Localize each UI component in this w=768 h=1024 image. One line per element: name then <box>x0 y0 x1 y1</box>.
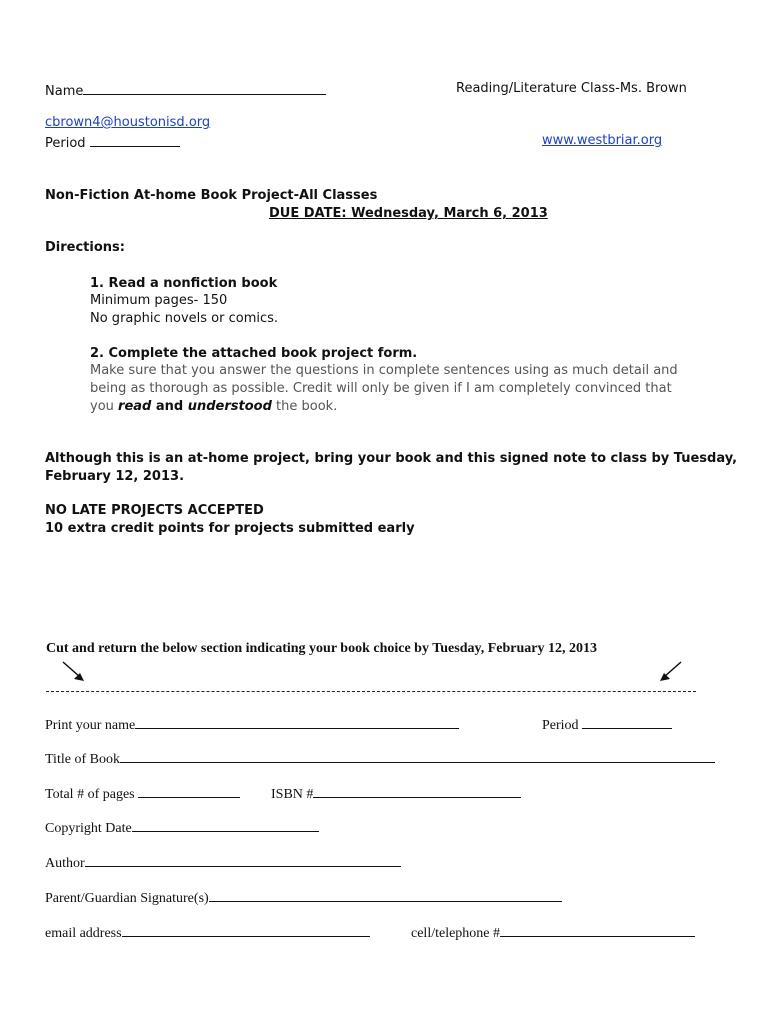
teacher-email-link[interactable]: cbrown4@houstonisd.org <box>45 115 211 130</box>
print-name-field[interactable] <box>45 716 459 734</box>
step2-line3-post: the book. <box>271 399 338 414</box>
book-title-blank[interactable] <box>120 750 715 763</box>
no-late-notice: NO LATE PROJECTS ACCEPTED <box>45 503 264 518</box>
copyright-date-field[interactable] <box>45 819 319 837</box>
phone-blank[interactable] <box>500 924 695 937</box>
copyright-date-blank[interactable] <box>132 819 319 832</box>
print-name-blank[interactable] <box>135 716 459 729</box>
due-date-value: Wednesday, March 6, 2013 <box>346 206 548 221</box>
name-field[interactable] <box>45 81 326 99</box>
arrow-down-left-icon <box>654 660 684 686</box>
name-label: Name <box>45 84 84 99</box>
parent-email-blank[interactable] <box>122 924 370 937</box>
signature-field[interactable] <box>45 889 562 907</box>
cut-period-blank[interactable] <box>582 716 672 729</box>
isbn-blank[interactable] <box>313 785 521 798</box>
author-field[interactable] <box>45 854 401 872</box>
note-line2: February 12, 2013. <box>45 469 185 484</box>
step2-line1: Make sure that you answer the questions in complete sentences using as much detail and <box>90 363 678 378</box>
emphasis-read: read <box>118 399 152 414</box>
signature-label: Parent/Guardian Signature(s) <box>45 891 209 906</box>
due-date-label: DUE DATE: <box>269 206 347 221</box>
step2-title: 2. Complete the attached book project form. <box>90 346 418 361</box>
due-date <box>269 206 548 221</box>
total-pages-field[interactable] <box>45 785 240 803</box>
step1-title: 1. Read a nonfiction book <box>90 276 278 291</box>
isbn-field[interactable] <box>271 785 521 803</box>
emphasis-understood: understood <box>187 399 272 414</box>
step1-min-pages: Minimum pages- 150 <box>90 293 228 308</box>
website-link[interactable]: www.westbriar.org <box>542 133 663 148</box>
book-title-label: Title of Book <box>45 752 120 767</box>
print-name-label: Print your name <box>45 718 136 733</box>
cut-period-field[interactable] <box>542 716 672 734</box>
period-label: Period <box>45 136 86 151</box>
phone-field[interactable] <box>411 924 695 942</box>
note-line1: Although this is an at-home project, bring your book and this signed note to class by Tuesday, <box>45 451 738 466</box>
name-blank[interactable] <box>83 81 326 95</box>
total-pages-label: Total # of pages <box>45 787 135 802</box>
isbn-label: ISBN # <box>271 787 314 802</box>
total-pages-blank[interactable] <box>138 785 240 798</box>
extra-credit-notice: 10 extra credit points for projects submitted early <box>45 521 415 536</box>
author-blank[interactable] <box>85 854 401 867</box>
cut-line <box>46 691 696 692</box>
period-field[interactable] <box>45 133 180 151</box>
directions-heading: Directions: <box>45 240 125 255</box>
copyright-date-label: Copyright Date <box>45 821 132 836</box>
step1-no-graphic: No graphic novels or comics. <box>90 311 279 326</box>
book-title-field[interactable] <box>45 750 715 768</box>
class-title: Reading/Literature Class-Ms. Brown <box>456 81 687 96</box>
parent-email-label: email address <box>45 926 122 941</box>
step2-line3 <box>90 399 337 414</box>
period-blank[interactable] <box>90 133 180 147</box>
cut-period-label: Period <box>542 718 579 733</box>
step2-and: and <box>151 399 188 414</box>
project-title: Non-Fiction At-home Book Project-All Classes <box>45 188 378 203</box>
step2-line2: being as thorough as possible. Credit will only be given if I am completely convinced that <box>90 381 672 396</box>
arrow-down-right-icon <box>60 660 90 686</box>
signature-blank[interactable] <box>209 889 562 902</box>
parent-email-field[interactable] <box>45 924 370 942</box>
phone-label: cell/telephone # <box>411 926 501 941</box>
step2-line3-pre: you <box>90 399 119 414</box>
author-label: Author <box>45 856 85 871</box>
cut-instruction: Cut and return the below section indicating your book choice by Tuesday, February 12, 2013 <box>46 641 597 656</box>
